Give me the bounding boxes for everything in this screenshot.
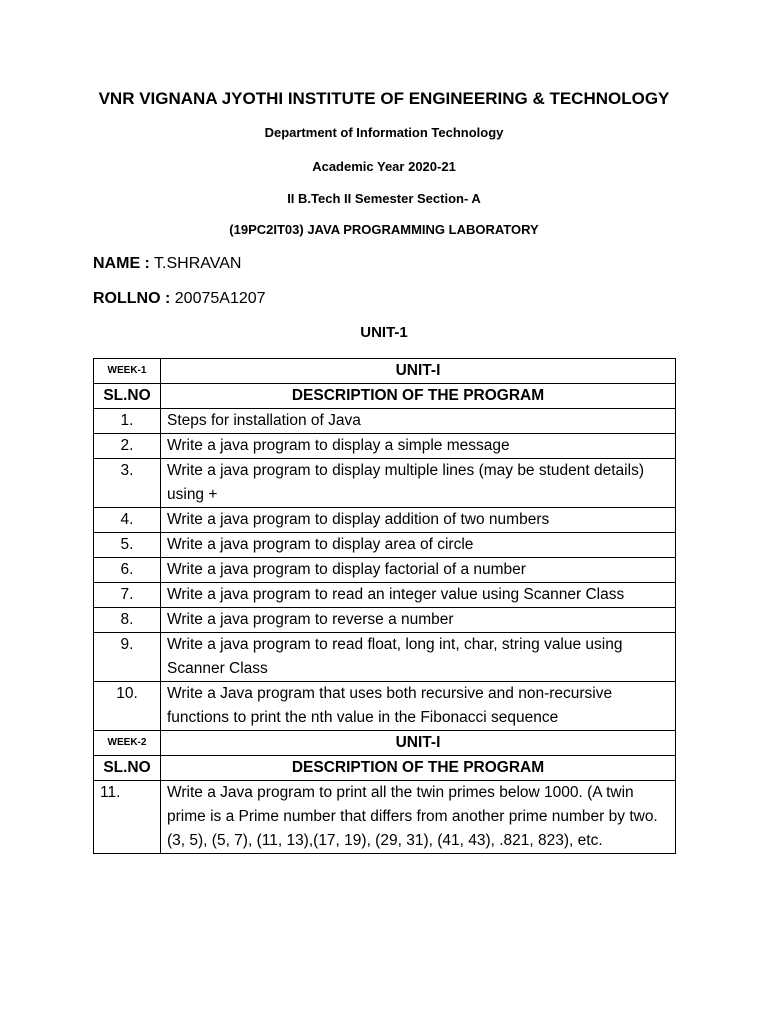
program-number: 1. [94, 409, 161, 434]
program-number: 10. [94, 682, 161, 731]
table-row [94, 781, 676, 854]
column-header-slno: SL.NO [94, 756, 161, 781]
table-row [94, 682, 676, 731]
program-description: Write a java program to read an integer value using Scanner Class [161, 583, 676, 608]
program-description: Write a java program to display addition of two numbers [161, 508, 676, 533]
table-row [94, 533, 676, 558]
course-title: (19PC2IT03) JAVA PROGRAMMING LABORATORY [229, 222, 539, 237]
table-row [94, 434, 676, 459]
table-row [94, 633, 676, 682]
column-header-slno: SL.NO [94, 384, 161, 409]
program-description: Steps for installation of Java [161, 409, 676, 434]
column-header-description: DESCRIPTION OF THE PROGRAM [161, 756, 676, 781]
table-row [94, 583, 676, 608]
column-header-description: DESCRIPTION OF THE PROGRAM [161, 384, 676, 409]
unit-label: UNIT-I [161, 731, 676, 756]
student-roll-line [93, 290, 266, 308]
program-number: 8. [94, 608, 161, 633]
table-row [94, 508, 676, 533]
program-number: 4. [94, 508, 161, 533]
program-description: Write a java program to read float, long int, char, string value using Scanner Class [161, 633, 676, 682]
institute-title: VNR VIGNANA JYOTHI INSTITUTE OF ENGINEERING & TECHNOLOGY [98, 89, 670, 108]
program-description: Write a java program to reverse a number [161, 608, 676, 633]
program-number: 7. [94, 583, 161, 608]
program-description: Write a java program to display a simple message [161, 434, 676, 459]
syllabus-table [93, 358, 676, 854]
student-name-line [93, 255, 241, 273]
program-number: 6. [94, 558, 161, 583]
week-label: WEEK-2 [94, 731, 161, 756]
program-description: Write a Java program that uses both recursive and non-recursive functions to print the nth value in the Fibonacci sequence [161, 682, 676, 731]
roll-label: ROLLNO : [93, 290, 171, 307]
table-row [94, 558, 676, 583]
program-number: 3. [94, 459, 161, 508]
program-description: Write a java program to display multiple lines (may be student details) using + [161, 459, 676, 508]
table-row [94, 608, 676, 633]
table-row [94, 459, 676, 508]
semester-section: II B.Tech II Semester Section- A [287, 191, 481, 206]
week-header-row [94, 359, 676, 384]
unit-heading: UNIT-1 [360, 324, 408, 341]
name-value: T.SHRAVAN [154, 255, 242, 272]
table-row [94, 409, 676, 434]
program-number: 9. [94, 633, 161, 682]
week-header-row [94, 731, 676, 756]
program-number: 5. [94, 533, 161, 558]
program-description: Write a java program to display factorial of a number [161, 558, 676, 583]
academic-year: Academic Year 2020-21 [312, 159, 456, 174]
column-header-row [94, 756, 676, 781]
department-name: Department of Information Technology [264, 125, 504, 140]
column-header-row [94, 384, 676, 409]
roll-value: 20075A1207 [174, 290, 266, 307]
program-number: 2. [94, 434, 161, 459]
program-description: Write a Java program to print all the twin primes below 1000. (A twin prime is a Prime number that differs from another prime number by two. (3, 5), (5, 7), (11, 13),(17, 19), (29, 31), (41, 43), .821, 823), etc. [161, 781, 676, 854]
program-number: 11. [94, 781, 161, 854]
name-label: NAME : [93, 255, 150, 272]
program-description: Write a java program to display area of circle [161, 533, 676, 558]
unit-label: UNIT-I [161, 359, 676, 384]
week-label: WEEK-1 [94, 359, 161, 384]
